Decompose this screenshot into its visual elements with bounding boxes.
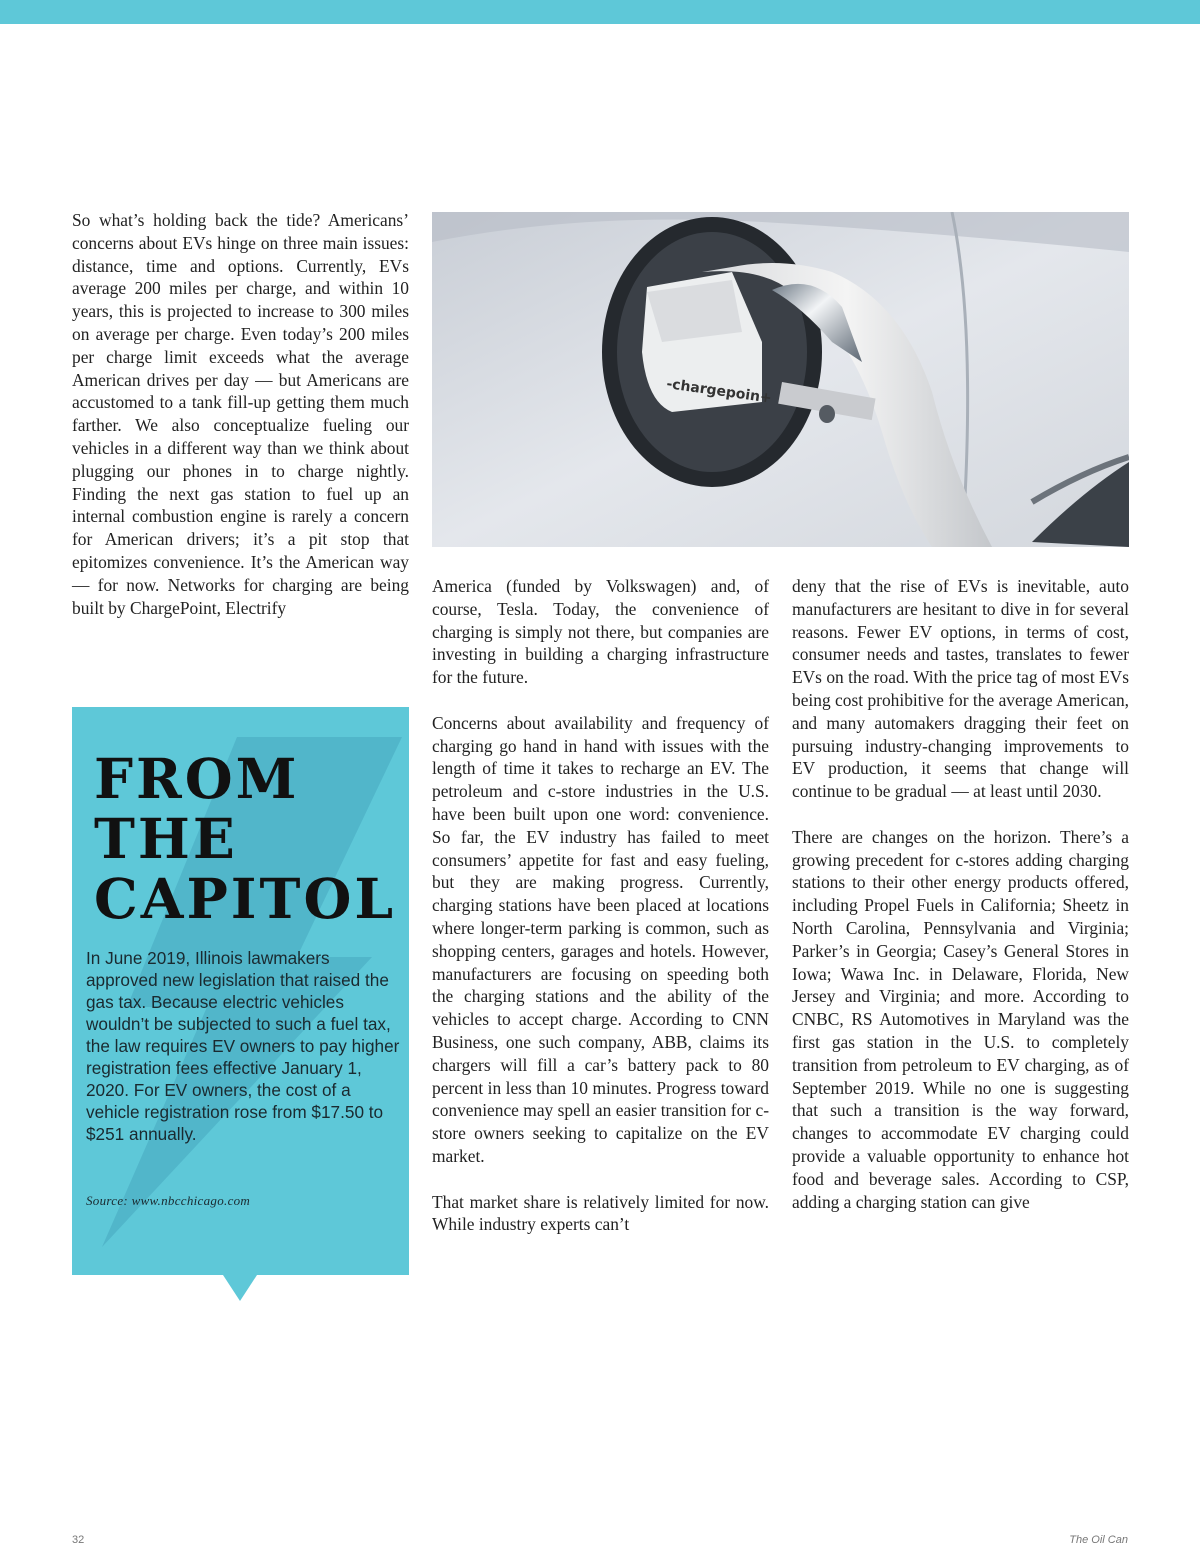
top-accent-bar xyxy=(0,0,1200,24)
sidebar-title xyxy=(94,746,397,931)
article-paragraph: There are changes on the horizon. There’s a growing precedent for c-stores adding charging stations to their other energy products offered, including Propel Fuels in California; Sheetz in North Carolina, Pennsylvania and Virginia; Parker’s in Georgia; Casey’s General Stores in Iowa; Wawa Inc. in Delaware, Florida, New Jersey and Virginia; and more. According to CNBC, RS Automotives in Maryland was the first gas station in the U.S. to completely transition from petroleum to EV charging, as of September 2019. While no one is suggesting that such a transition is the way forward, changes to accommodate EV charging could provide a valuable opportunity to enhance hot food and beverage sales. According to CSP, adding a charging station can give xyxy=(792,826,1129,1212)
article-paragraph: deny that the rise of EVs is inevitable, auto manufacturers are hesitant to dive in for several reasons. Fewer EV options, in terms of cost, consumer needs and tastes, translates to fewer EVs on the road. With the price tag of most EVs being cost prohibitive for the average American, and many automakers dragging their feet on pursuing industry-changing improvements to EV production, it seems that change will continue to be gradual — at least until 2030. xyxy=(792,576,1129,802)
article-paragraph: That market share is relatively limited for now. While industry experts can’t xyxy=(432,1191,769,1235)
ev-charger-illustration xyxy=(432,212,1129,547)
sidebar-body: In June 2019, Illinois lawmakers approved new legislation that raised the gas tax. Because electric vehicles wouldn’t be subjected to such a fuel tax, the law requires EV owners to pay higher registration fees effective January 1, 2020. For EV owners, the cost of a vehicle registration rose from $17.50 to $251 annually. xyxy=(86,948,400,1144)
sidebar-title-line: THE xyxy=(94,806,238,871)
sidebar-source: Source: www.nbcchicago.com xyxy=(86,1193,251,1208)
plug-brand-label: -chargepoin+ xyxy=(665,376,773,407)
sidebar-title-line: CAPITOL xyxy=(94,866,397,931)
sidebar-title-line: FROM xyxy=(94,746,300,811)
article-paragraph: America (funded by Volkswagen) and, of course, Tesla. Today, the convenience of charging is simply not there, but companies are investing in building a charging infrastructure for the future. xyxy=(432,576,769,688)
article-column-2 xyxy=(432,575,769,1236)
publication-name: The Oil Can xyxy=(1069,1534,1128,1546)
ev-charger-photo xyxy=(432,212,1129,547)
article-column-1 xyxy=(72,209,409,619)
article-paragraph: So what’s holding back the tide? Americans’ concerns about EVs hinge on three main issues: distance, time and options. Currently, EVs average 200 miles per charge, and within 10 years, this is projected to increase to 300 miles on average per charge. Even today’s 200 miles per charge limit exceeds what the average American drives per day — but Americans are accustomed to a tank fill-up getting them much farther. We also conceptualize fueling our vehicles in a different way than we think about plugging our phones in to charge nightly. Finding the next gas station to fuel up an internal combustion engine is rarely a concern for American drivers; it’s a pit stop that epitomizes convenience. It’s the American way — for now. Networks for charging are being built by ChargePoint, Electrify xyxy=(72,210,409,618)
article-column-3 xyxy=(792,575,1129,1213)
article-paragraph: Concerns about availability and frequency of charging go hand in hand with issues with the length of time it takes to recharge an EV. The petroleum and c-store industries in the U.S. have been built upon one word: convenience. So far, the EV industry has failed to meet consumers’ appetite for fast and easy fueling, but they are making progress. Currently, charging stations have been placed at locations where longer-term parking is common, such as shopping centers, garages and hotels. However, manufacturers are focusing on speeding both the charging stations and the ability of the vehicles to accept charge. According to CNN Business, one such company, ABB, claims its chargers will fill a car’s battery pack to 80 percent in less than 10 minutes. Progress toward convenience may spell an easier transition for c-store owners seeking to capitalize on the EV market. xyxy=(432,712,769,1166)
from-the-capitol-sidebar xyxy=(72,707,409,1275)
page-number: 32 xyxy=(72,1534,85,1546)
sidebar-pointer xyxy=(223,1275,257,1301)
